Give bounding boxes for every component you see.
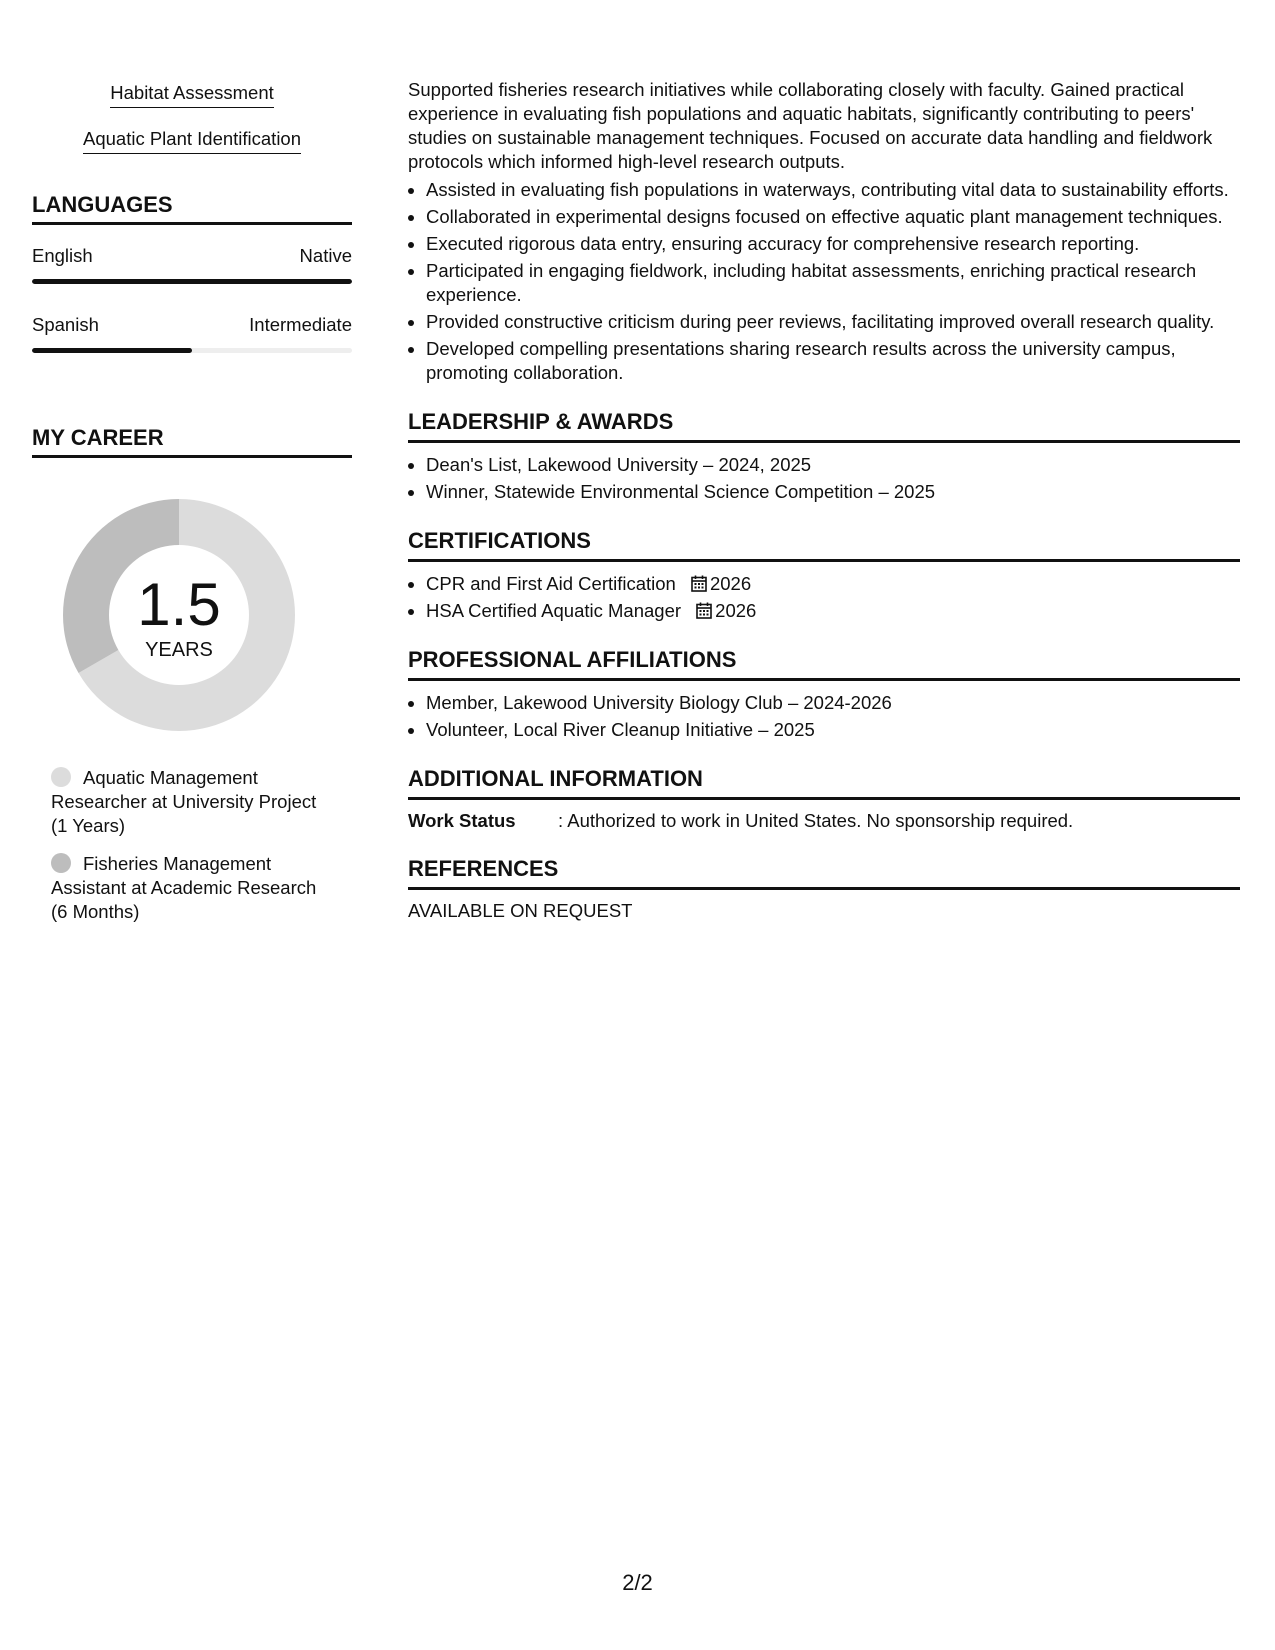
page-number: 2/2 bbox=[622, 1570, 653, 1595]
language-bar bbox=[32, 279, 352, 284]
work-status-label: Work Status bbox=[408, 810, 516, 831]
calendar-icon bbox=[696, 602, 712, 619]
list-item: • Executed rigorous data entry, ensuring accuracy for comprehensive research reporting. bbox=[426, 232, 1240, 256]
list-item: • Dean's List, Lakewood University – 2024, 2025 bbox=[426, 453, 1240, 477]
language-item bbox=[32, 314, 352, 353]
language-bar-fill bbox=[32, 348, 192, 353]
work-status-value: : Authorized to work in United States. No sponsorship required. bbox=[558, 810, 1074, 831]
list-item: • CPR and First Aid Certification 2026 bbox=[426, 572, 1240, 596]
career-total-unit: YEARS bbox=[145, 638, 213, 661]
leadership-list bbox=[408, 453, 1240, 504]
certifications-title: CERTIFICATIONS bbox=[408, 528, 1240, 562]
list-item: • HSA Certified Aquatic Manager 2026 bbox=[426, 599, 1240, 623]
skill-tag: Aquatic Plant Identification bbox=[32, 128, 352, 154]
affiliations-title: PROFESSIONAL AFFILIATIONS bbox=[408, 647, 1240, 681]
references-text: AVAILABLE ON REQUEST bbox=[408, 900, 633, 921]
career-total-value: 1.5 bbox=[137, 570, 221, 638]
career-legend bbox=[51, 766, 352, 924]
list-item: • Provided constructive criticism during peer reviews, facilitating improved overall research quality. bbox=[426, 310, 1240, 334]
list-item: • Winner, Statewide Environmental Science Competition – 2025 bbox=[426, 480, 1240, 504]
experience-summary: Supported fisheries research initiatives while collaborating closely with faculty. Gained practical experience in evaluating fish populations and aquatic habitats, significantly contributing to peers' studies on sustainable management techniques. Focused on accurate data handling and fieldwork protocols which informed high-level research outputs. bbox=[408, 79, 1213, 172]
career-donut-chart bbox=[54, 490, 304, 740]
left-column bbox=[32, 82, 352, 938]
legend-dot-icon bbox=[51, 767, 71, 787]
language-name: Spanish bbox=[32, 314, 99, 335]
language-level: Intermediate bbox=[249, 314, 352, 335]
additional-info-title: ADDITIONAL INFORMATION bbox=[408, 766, 1240, 800]
languages-title: LANGUAGES bbox=[32, 192, 352, 225]
languages-section bbox=[32, 192, 352, 353]
list-item: • Member, Lakewood University Biology Club – 2024-2026 bbox=[426, 691, 1240, 715]
experience-bullets bbox=[408, 178, 1240, 385]
skill-tag: Habitat Assessment bbox=[32, 82, 352, 108]
career-legend-item: Fisheries Management Assistant at Academic Research (6 Months) bbox=[51, 853, 317, 922]
language-item bbox=[32, 245, 352, 284]
career-section bbox=[32, 425, 352, 924]
work-status-row bbox=[408, 810, 1240, 832]
language-bar bbox=[32, 348, 352, 353]
language-bar-fill bbox=[32, 279, 352, 284]
list-item: • Assisted in evaluating fish populations in waterways, contributing vital data to sustainability efforts. bbox=[426, 178, 1240, 202]
leadership-title: LEADERSHIP & AWARDS bbox=[408, 409, 1240, 443]
references-title: REFERENCES bbox=[408, 856, 1240, 890]
legend-dot-icon bbox=[51, 853, 71, 873]
list-item: • Volunteer, Local River Cleanup Initiative – 2025 bbox=[426, 718, 1240, 742]
language-level: Native bbox=[299, 245, 352, 266]
career-title: MY CAREER bbox=[32, 425, 352, 458]
right-column bbox=[408, 78, 1240, 922]
career-legend-item: Aquatic Management Researcher at University Project (1 Years) bbox=[51, 767, 317, 836]
affiliations-list bbox=[408, 691, 1240, 742]
language-name: English bbox=[32, 245, 93, 266]
list-item: • Collaborated in experimental designs focused on effective aquatic plant management techniques. bbox=[426, 205, 1240, 229]
calendar-icon bbox=[691, 575, 707, 592]
certifications-list bbox=[408, 572, 1240, 623]
list-item: • Developed compelling presentations sharing research results across the university campus, promoting collaboration. bbox=[426, 337, 1240, 385]
list-item: • Participated in engaging fieldwork, including habitat assessments, enriching practical research experience. bbox=[426, 259, 1240, 307]
